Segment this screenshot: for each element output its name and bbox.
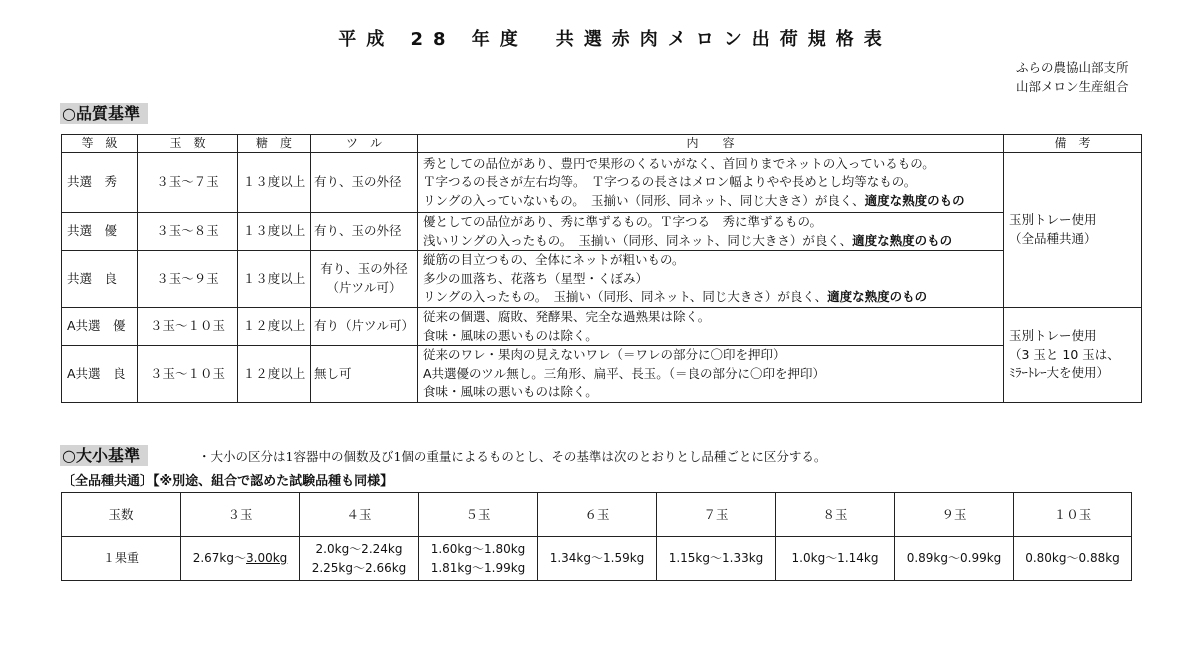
size-count-header: ３玉 [181,493,300,537]
weight-cell [181,537,300,581]
quality-row [62,346,1142,403]
content-text: A共選優のツル無し。三角形、扁平、長玉。（＝良の部分に〇印を押印） [423,365,826,381]
remarks-cell [1004,307,1142,402]
weight-cell [1014,537,1132,581]
content-line [423,213,998,232]
vine-line: 無し可 [314,365,352,381]
weight-range: 1.34kg～1.59kg [549,551,645,565]
vine-cell [311,251,418,308]
header-count: 玉 数 [138,135,238,153]
vine-cell [311,153,418,213]
content-text: 優としての品位があり、秀に準ずるもの。Ｔ字つる 秀に準ずるもの。 [423,214,823,229]
vine-line: （片ツル可） [326,280,402,296]
content-line [423,155,998,174]
size-count-header: ７玉 [657,493,776,537]
content-text: 食味・風味の悪いものは除く。 [423,384,598,400]
size-count-header: ８玉 [776,493,895,537]
content-cell [418,307,1004,345]
content-line [423,173,998,192]
quality-row [62,307,1142,345]
weight-cell [776,537,895,581]
content-emphasis: 適度な熟度のもの [852,232,953,248]
remark-line: ﾐﾗｰﾄﾚｰ大を使用） [1009,365,1110,381]
size-count-header: ６玉 [538,493,657,537]
content-text: 従来の個選、腐敗、発酵果、完全な過熟果は除く。 [423,308,711,324]
size-note: ・大小の区分は1容器中の個数及び1個の重量によるものとし、その基準は次のとおりとし品種ごとに区分する。 [198,449,827,464]
count-cell: ３玉～８玉 [138,213,238,251]
quality-standards-table [61,134,1142,403]
organization-block [1016,59,1129,96]
content-line [423,327,998,346]
sugar-cell: １３度以上 [238,153,311,213]
weight-cell [657,537,776,581]
size-row-label: １果重 [62,537,181,581]
size-count-header: １０玉 [1014,493,1132,537]
content-text: 浅いリングの入ったもの。 玉揃い（同形、同ネット、同じ大きさ）が良く、 [423,232,853,248]
quality-section-heading: ○品質基準 [60,103,148,124]
weight-cell [300,537,419,581]
sugar-cell: １３度以上 [238,251,311,308]
weight-range: 1.0kg～1.14kg [791,551,879,565]
header-content: 内 容 [418,135,1004,153]
content-text: 縦筋の目立つもの、全体にネットが粗いもの。 [423,252,685,268]
content-text: Ｔ字つるの長さが左右均等。 Ｔ字つるの長さはメロン幅よりやや長めとし均等なもの。 [423,174,917,190]
quality-row [62,251,1142,308]
header-vine: ツ ル [311,135,418,153]
count-cell: ３玉～１０玉 [138,346,238,403]
quality-header-row [62,135,1142,153]
quality-row [62,153,1142,213]
remarks-cell [1004,153,1142,308]
content-line [423,192,998,211]
content-text: リングの入っていないもの。 玉揃い（同形、同ネット、同じ大きさ）が良く、 [423,192,865,208]
grade-cell: 共選 優 [62,213,138,251]
size-count-header: ９玉 [895,493,1014,537]
size-standards-table [61,492,1132,581]
count-cell: ３玉～１０玉 [138,307,238,345]
content-cell [418,213,1004,251]
count-cell: ３玉～９玉 [138,251,238,308]
content-line [423,308,998,327]
remark-line: （全品種共通） [1009,230,1097,246]
content-text: 多少の皿落ち、花落ち（星型・くぼみ） [423,270,649,286]
content-line [423,346,998,365]
size-header-label: 玉数 [62,493,181,537]
content-cell [418,153,1004,213]
weight-cell [538,537,657,581]
content-emphasis: 適度な熟度のもの [864,192,965,208]
vine-cell [311,346,418,403]
size-weight-row [62,537,1132,581]
size-section-heading: ○大小基準 [60,445,148,466]
weight-range: 1.60kg～1.80kg [430,541,526,556]
grade-cell: 共選 良 [62,251,138,308]
page-title: 平成 28 年度 共選赤肉メロン出荷規格表 [338,29,892,50]
weight-range [181,549,299,568]
content-line [423,365,998,384]
content-line [423,383,998,402]
weight-range: 0.80kg～0.88kg [1025,551,1120,565]
sugar-cell: １３度以上 [238,213,311,251]
organization-branch: ふらの農協山部支所 [1016,60,1129,75]
weight-range: 2.25kg～2.66kg [311,560,407,575]
content-text: リングの入ったもの。 玉揃い（同形、同ネット、同じ大きさ）が良く、 [423,289,828,305]
remark-line: （3 玉と 10 玉は、 [1009,346,1120,362]
grade-cell: 共選 秀 [62,153,138,213]
content-text: 秀としての品位があり、豊円で果形のくるいがなく、首回りまでネットの入っているもの。 [423,155,935,171]
vine-line: 有り（片ツル可） [314,318,415,334]
size-count-header: ５玉 [419,493,538,537]
weight-cell [419,537,538,581]
content-cell [418,346,1004,403]
remark-line: 玉別トレー使用 [1009,328,1097,344]
organization-union: 山部メロン生産組合 [1016,78,1129,94]
content-line [423,288,998,307]
content-emphasis: 適度な熟度のもの [827,289,928,305]
weight-range: 1.15kg～1.33kg [668,551,764,565]
header-grade: 等 級 [62,135,138,153]
weight-range-start: 2.67kg～ [192,551,246,565]
grade-cell: A共選 優 [62,307,138,345]
sugar-cell: １２度以上 [238,346,311,403]
quality-row [62,213,1142,251]
content-text: 従来のワレ・果肉の見えないワレ（＝ワレの部分に〇印を押印） [423,347,786,363]
weight-range: 1.81kg～1.99kg [430,560,526,575]
content-text: 食味・風味の悪いものは除く。 [423,327,598,343]
content-line [423,251,998,270]
header-sugar: 糖 度 [238,135,311,153]
header-remarks: 備 考 [1004,135,1142,153]
sugar-cell: １２度以上 [238,307,311,345]
vine-cell [311,307,418,345]
grade-cell: A共選 良 [62,346,138,403]
vine-cell [311,213,418,251]
weight-range-end-underlined: 3.00kg [246,551,288,565]
vine-line: 有り、玉の外径 [314,174,402,190]
vine-line: 有り、玉の外径 [314,223,402,239]
remark-line: 玉別トレー使用 [1009,212,1097,228]
size-scope: 〔全品種共通〕【※別途、組合で認めた試験品種も同様】 [62,474,394,489]
size-count-header: ４玉 [300,493,419,537]
weight-range: 0.89kg～0.99kg [906,551,1002,565]
size-header-row [62,493,1132,537]
count-cell: ３玉～７玉 [138,153,238,213]
vine-line: 有り、玉の外径 [320,261,408,277]
content-line [423,270,998,289]
content-line [423,232,998,251]
content-cell [418,251,1004,308]
weight-range: 2.0kg～2.24kg [315,541,403,556]
weight-cell [895,537,1014,581]
